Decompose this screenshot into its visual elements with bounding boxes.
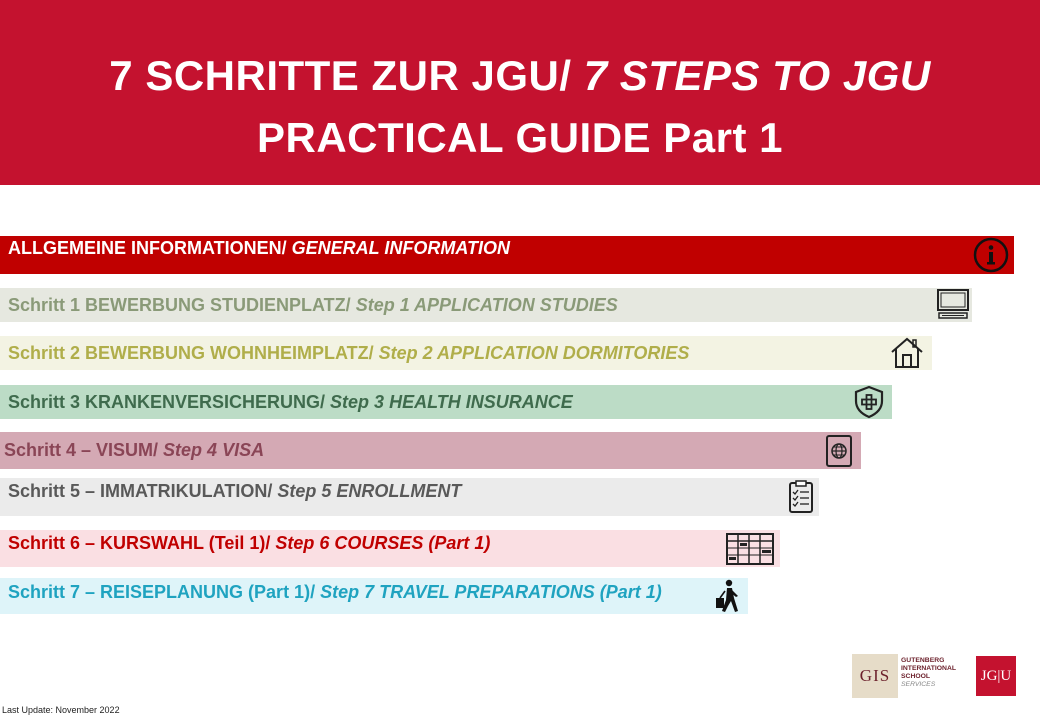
- step-bar-1-application-studies[interactable]: [0, 288, 972, 322]
- house-icon[interactable]: [888, 334, 926, 372]
- info-icon[interactable]: [972, 236, 1010, 274]
- last-update-note: Last Update: November 2022: [2, 705, 120, 715]
- passport-icon[interactable]: [820, 432, 858, 470]
- step-bar-3-health-insurance[interactable]: [0, 385, 892, 419]
- gis-logo-mark: GIS: [852, 654, 898, 698]
- timetable-icon[interactable]: [724, 530, 776, 568]
- traveler-icon[interactable]: [708, 577, 746, 615]
- step-bar-5-enrollment[interactable]: [0, 478, 819, 516]
- gis-logo-text: GUTENBERG INTERNATIONAL SCHOOL SERVICES: [901, 657, 956, 688]
- step-label: Schritt 3 KRANKENVERSICHERUNG/ Step 3 HEALTH INSURANCE: [8, 391, 573, 412]
- jgu-logo: JG|U: [976, 656, 1016, 696]
- step-label: ALLGEMEINE INFORMATIONEN/ GENERAL INFORMATION: [8, 237, 511, 258]
- clipboard-checklist-icon[interactable]: [782, 478, 820, 516]
- shield-plus-icon[interactable]: [850, 383, 888, 421]
- gis-logo: [852, 654, 964, 698]
- banner-title-line1: 7 SCHRITTE ZUR JGU/ 7 STEPS TO JGU: [109, 52, 931, 99]
- step-bar-6-courses[interactable]: [0, 530, 780, 567]
- step-label: Schritt 5 – IMMATRIKULATION/ Step 5 ENROLLMENT: [8, 480, 462, 501]
- step-label: Schritt 4 – VISUM/ Step 4 VISA: [4, 440, 265, 460]
- step-bar-2-application-dormitories[interactable]: [0, 336, 932, 370]
- step-label: Schritt 7 – REISEPLANUNG (Part 1)/ Step 7 TRAVEL PREPARATIONS (Part 1): [8, 581, 662, 602]
- step-bar-general-information[interactable]: [0, 236, 1014, 274]
- step-bar-7-travel-preparations[interactable]: [0, 578, 748, 614]
- step-label: Schritt 2 BEWERBUNG WOHNHEIMPLATZ/ Step 2 APPLICATION DORMITORIES: [8, 342, 690, 363]
- step-label: Schritt 6 – KURSWAHL (Teil 1)/ Step 6 COURSES (Part 1): [8, 533, 491, 553]
- step-bar-4-visa[interactable]: [0, 432, 861, 469]
- title-banner: [0, 0, 1040, 185]
- step-label: Schritt 1 BEWERBUNG STUDIENPLATZ/ Step 1 APPLICATION STUDIES: [8, 294, 618, 315]
- banner-title-line2: PRACTICAL GUIDE Part 1: [257, 114, 783, 161]
- computer-icon[interactable]: [934, 286, 972, 324]
